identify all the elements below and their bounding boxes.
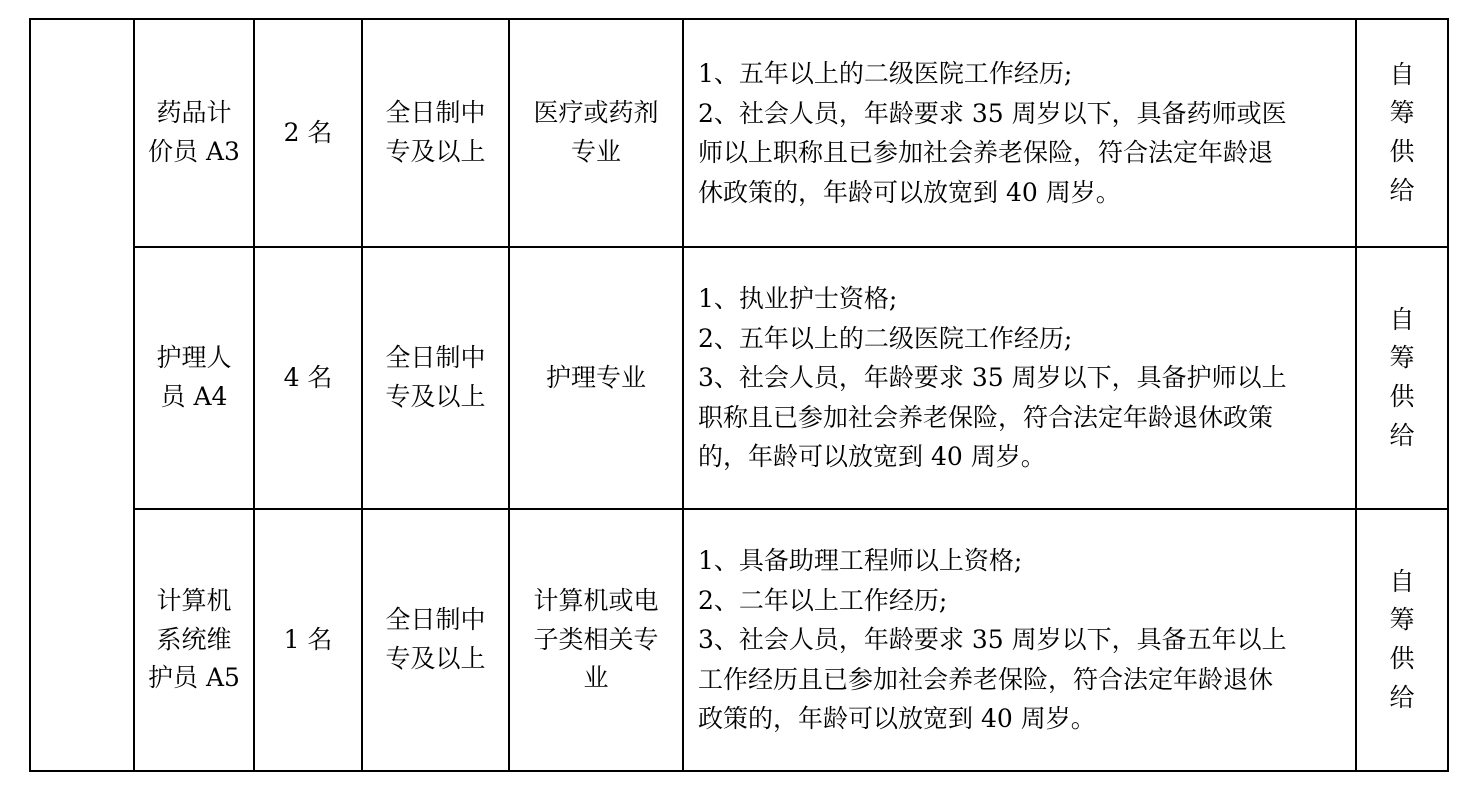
major-line: 计算机或电 (533, 585, 659, 615)
position-cell (134, 247, 254, 509)
requirements-cell (683, 19, 1356, 247)
requirement-line: 职称且已参加社会养老保险，符合法定年龄退休政策 (698, 402, 1274, 432)
funding-char: 自 (1389, 59, 1415, 89)
position-cell (134, 509, 254, 771)
count-value: 1 名 (283, 624, 333, 654)
position-line: 药品计 (156, 98, 232, 128)
position-line: 系统维 (156, 624, 232, 654)
funding-char: 供 (1389, 137, 1415, 166)
funding-char: 供 (1389, 382, 1415, 411)
position-line: 护员 A5 (148, 663, 240, 693)
position-line: 计算机 (156, 585, 232, 615)
education-cell (362, 19, 509, 247)
recruitment-table (29, 18, 1449, 772)
funding-cell (1356, 247, 1448, 509)
funding-char: 给 (1389, 175, 1415, 205)
major-line: 医疗或药剂 (533, 98, 659, 128)
requirement-line: 1、执业护士资格; (698, 284, 898, 314)
requirement-line: 1、五年以上的二级医院工作经历; (698, 59, 1073, 88)
table-row (30, 19, 1448, 247)
table-row (30, 247, 1448, 509)
position-line: 价员 A3 (148, 137, 240, 166)
count-value: 4 名 (283, 362, 333, 392)
funding-char: 自 (1389, 304, 1415, 334)
funding-char: 供 (1389, 644, 1415, 673)
requirements-cell (683, 509, 1356, 771)
funding-char: 自 (1389, 566, 1415, 596)
count-value: 2 名 (283, 117, 333, 147)
requirement-line: 工作经历且已参加社会养老保险，符合法定年龄退休 (698, 664, 1274, 694)
funding-char: 筹 (1389, 605, 1415, 635)
requirement-line: 3、社会人员，年龄要求 35 周岁以下，具备护师以上 (698, 363, 1287, 393)
requirement-line: 的，年龄可以放宽到 40 周岁。 (698, 442, 1046, 472)
major-line: 专业 (570, 137, 621, 166)
education-line: 专及以上 (385, 644, 486, 673)
major-line: 子类相关专 (533, 624, 659, 654)
requirements-cell (683, 247, 1356, 509)
education-line: 全日制中 (385, 98, 486, 128)
count-cell (254, 509, 362, 771)
position-line: 员 A4 (160, 382, 228, 411)
major-line: 业 (583, 663, 609, 693)
funding-char: 筹 (1389, 98, 1415, 128)
major-cell (509, 247, 683, 509)
funding-cell (1356, 509, 1448, 771)
requirement-line: 2、二年以上工作经历; (698, 585, 948, 615)
major-cell (509, 509, 683, 771)
major-cell (509, 19, 683, 247)
education-cell (362, 247, 509, 509)
count-cell (254, 247, 362, 509)
count-cell (254, 19, 362, 247)
requirement-line: 3、社会人员，年龄要求 35 周岁以下，具备五年以上 (698, 625, 1287, 655)
funding-char: 给 (1389, 420, 1415, 450)
education-cell (362, 509, 509, 771)
funding-char: 筹 (1389, 343, 1415, 373)
major-line: 护理专业 (545, 362, 646, 392)
requirement-line: 休政策的，年龄可以放宽到 40 周岁。 (698, 177, 1121, 207)
funding-cell (1356, 19, 1448, 247)
requirement-line: 1、具备助理工程师以上资格; (698, 546, 1023, 576)
table-row (30, 509, 1448, 771)
requirement-line: 师以上职称且已参加社会养老保险，符合法定年龄退 (698, 138, 1274, 167)
requirement-line: 2、五年以上的二级医院工作经历; (698, 323, 1073, 353)
education-line: 全日制中 (385, 605, 486, 635)
position-cell (134, 19, 254, 247)
funding-char: 给 (1389, 682, 1415, 712)
category-cell (30, 19, 134, 771)
education-line: 专及以上 (385, 382, 486, 411)
education-line: 专及以上 (385, 137, 486, 166)
position-line: 护理人 (156, 343, 232, 373)
education-line: 全日制中 (385, 343, 486, 373)
requirement-line: 政策的，年龄可以放宽到 40 周岁。 (698, 704, 1096, 734)
requirement-line: 2、社会人员，年龄要求 35 周岁以下，具备药师或医 (698, 98, 1287, 128)
